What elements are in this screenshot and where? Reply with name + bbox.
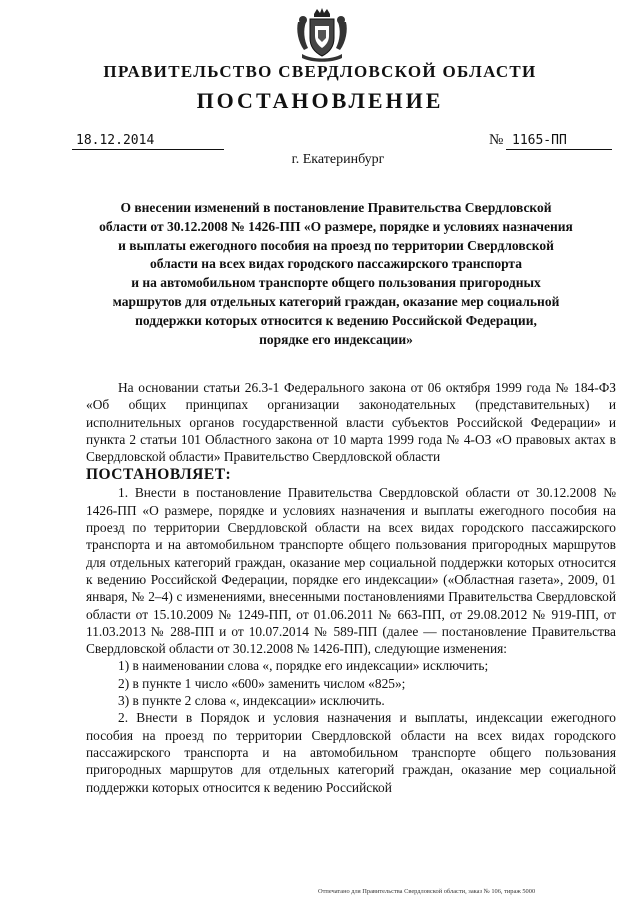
document-date: 18.12.2014	[72, 133, 224, 150]
item-2: 2. Внести в Порядок и условия назначения и выплаты, индексации ежегодного пособия на проезд по территории Свердловской области на всех видах городского пассажирского транспорта и на автомобильном транспорте общего пользования пригородных маршрутов для отдельных категорий граждан, оказание мер социальной поддержки которых относится к ведению Российской	[86, 710, 616, 795]
print-note: Отпечатано для Правительства Свердловской области, заказ № 106, тираж 5000	[318, 888, 536, 895]
heading-line: маршрутов для отдельных категорий граждан, оказание мер социальной	[112, 293, 560, 309]
subitem-3: 3) в пункте 2 слова «, индексации» исключить.	[118, 693, 385, 709]
heading-line: порядке его индексации»	[259, 331, 413, 347]
subitem-2: 2) в пункте 1 число «600» заменить числом «825»;	[118, 675, 406, 691]
document-heading	[86, 199, 586, 349]
government-title: ПРАВИТЕЛЬСТВО СВЕРДЛОВСКОЙ ОБЛАСТИ	[103, 62, 537, 81]
document-number: 1165-ПП	[506, 133, 612, 150]
heading-line: области на всех видах городского пассажирского транспорта	[150, 256, 522, 272]
heading-line: поддержки которых относится к ведению Российской Федерации,	[135, 312, 537, 328]
number-label: №	[489, 132, 504, 148]
heading-line: и выплаты ежегодного пособия на проезд по территории Свердловской	[118, 237, 554, 253]
heading-line: и на автомобильном транспорте общего пользования пригородных	[131, 275, 541, 291]
city: г. Екатеринбург	[291, 152, 385, 167]
coat-of-arms-icon	[294, 8, 350, 62]
document-type: ПОСТАНОВЛЕНИЕ	[196, 88, 444, 113]
item-1: 1. Внести в постановление Правительства Свердловской области от 30.12.2008 № 1426-ПП «О размере, порядке и условиях назначения и выплаты ежегодного пособия на проезд по территории Свердловской области на всех видах городского пассажирского транспорта и на автомобильном транспорте общего пользования пригородных маршрутов для отдельных категорий граждан, оказание мер социальной поддержки которых относится к ведению Российской Федерации, порядке его индексации» («Областная газета», 2009, 01 января, № 2–4) с изменениями, внесенными постановлениями Правительства Свердловской области от 15.10.2009 № 1249-ПП, от 01.06.2011 № 663-ПП, от 29.08.2012 № 919-ПП, от 11.03.2013 № 288-ПП и от 10.07.2014 № 589-ПП (далее — постановление Правительства Свердловской области от 30.12.2008 № 1426-ПП), следующие изменения:	[86, 485, 616, 657]
preamble: На основании статьи 26.3-1 Федерального закона от 06 октября 1999 года № 184-ФЗ «Об общих принципах организации законодательных (представительных) и исполнительных органов государственной власти субъектов Российской Федерации» и пункта 2 статьи 101 Областного закона от 10 марта 1999 года № 4-ОЗ «О правовых актах в Свердловской области» Правительство Свердловской области	[86, 380, 616, 465]
decree-label: ПОСТАНОВЛЯЕТ:	[86, 466, 232, 484]
subitem-1: 1) в наименовании слова «, порядке его индексации» исключить;	[118, 658, 489, 674]
heading-line: области от 30.12.2008 № 1426-ПП «О размере, порядке и условиях назначения	[99, 218, 573, 234]
document-body	[86, 379, 616, 796]
heading-line: О внесении изменений в постановление Правительства Свердловской	[120, 200, 552, 215]
